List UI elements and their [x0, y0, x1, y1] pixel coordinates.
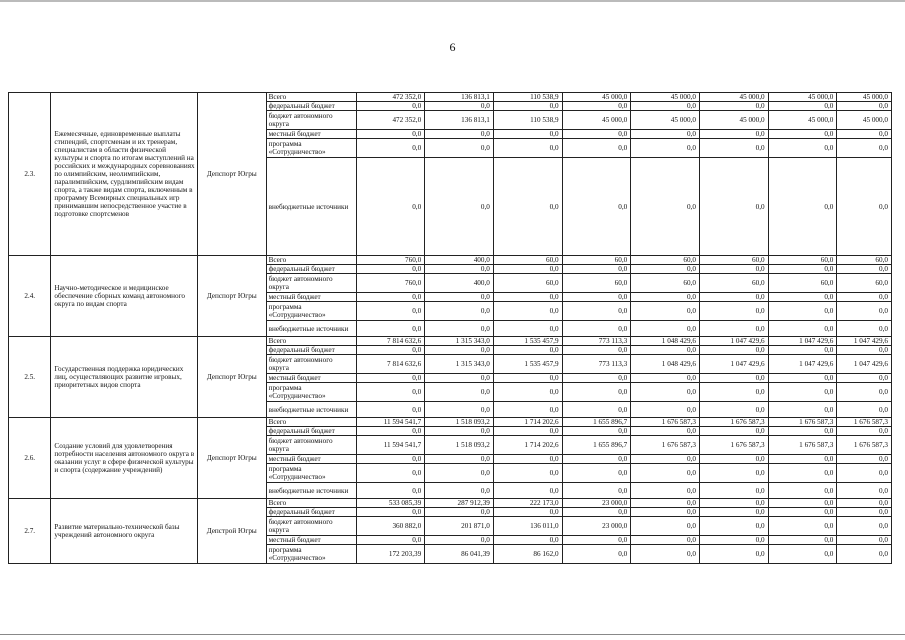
amount-cell: 0,0: [493, 102, 562, 111]
funding-source-label: бюджет автономного округа: [266, 517, 356, 536]
amount-cell: 472 352,0: [356, 93, 425, 102]
funding-source-label: местный бюджет: [266, 293, 356, 302]
amount-cell: 0,0: [837, 517, 892, 536]
amount-cell: 0,0: [837, 402, 892, 418]
table-row: [9, 418, 892, 427]
amount-cell: 0,0: [631, 464, 700, 483]
amount-cell: 0,0: [425, 455, 494, 464]
amount-cell: 0,0: [631, 455, 700, 464]
amount-cell: 0,0: [699, 508, 768, 517]
funding-source-label: Всего: [266, 93, 356, 102]
amount-cell: 0,0: [562, 321, 631, 337]
amount-cell: 60,0: [493, 274, 562, 293]
amount-cell: 0,0: [425, 536, 494, 545]
funding-source-label: Всего: [266, 256, 356, 265]
amount-cell: 0,0: [699, 346, 768, 355]
amount-cell: 0,0: [562, 293, 631, 302]
amount-cell: 0,0: [837, 464, 892, 483]
amount-cell: 0,0: [493, 383, 562, 402]
amount-cell: 0,0: [493, 483, 562, 499]
funding-source-label: бюджет автономного округа: [266, 274, 356, 293]
amount-cell: 0,0: [768, 427, 837, 436]
amount-cell: 0,0: [356, 321, 425, 337]
funding-source-label: внебюджетные источники: [266, 321, 356, 337]
top-scan-border: [0, 0, 905, 2]
amount-cell: 0,0: [631, 374, 700, 383]
amount-cell: 0,0: [356, 508, 425, 517]
amount-cell: 0,0: [631, 545, 700, 564]
amount-cell: 0,0: [768, 383, 837, 402]
amount-cell: 0,0: [768, 455, 837, 464]
amount-cell: 0,0: [699, 455, 768, 464]
amount-cell: 0,0: [425, 102, 494, 111]
funding-table: [8, 92, 892, 564]
amount-cell: 0,0: [631, 158, 700, 256]
responsible-executor: Депспорт Югры: [197, 93, 266, 256]
amount-cell: 0,0: [768, 321, 837, 337]
amount-cell: 0,0: [493, 302, 562, 321]
amount-cell: 1 676 587,3: [768, 418, 837, 427]
funding-source-label: бюджет автономного округа: [266, 355, 356, 374]
funding-source-label: внебюджетные источники: [266, 158, 356, 256]
responsible-executor: Депспорт Югры: [197, 418, 266, 499]
amount-cell: 0,0: [699, 321, 768, 337]
amount-cell: 1 535 457,9: [493, 355, 562, 374]
amount-cell: 0,0: [562, 508, 631, 517]
amount-cell: 0,0: [837, 346, 892, 355]
amount-cell: 1 676 587,3: [699, 418, 768, 427]
amount-cell: 0,0: [425, 321, 494, 337]
amount-cell: 0,0: [493, 455, 562, 464]
amount-cell: 0,0: [768, 346, 837, 355]
amount-cell: 45 000,0: [699, 93, 768, 102]
amount-cell: 0,0: [699, 302, 768, 321]
amount-cell: 86 041,39: [425, 545, 494, 564]
amount-cell: 0,0: [493, 402, 562, 418]
section-title: Развитие материально-технической базы учреждений автономного округа: [51, 499, 197, 564]
funding-source-label: федеральный бюджет: [266, 427, 356, 436]
amount-cell: 0,0: [837, 293, 892, 302]
amount-cell: 60,0: [562, 256, 631, 265]
amount-cell: 0,0: [562, 158, 631, 256]
amount-cell: 1 047 429,6: [837, 337, 892, 346]
amount-cell: 0,0: [493, 464, 562, 483]
amount-cell: 1 047 429,6: [837, 355, 892, 374]
funding-source-label: программа «Сотрудничество»: [266, 464, 356, 483]
amount-cell: 0,0: [562, 536, 631, 545]
amount-cell: 0,0: [493, 139, 562, 158]
amount-cell: 0,0: [631, 383, 700, 402]
amount-cell: 0,0: [768, 130, 837, 139]
amount-cell: 0,0: [837, 158, 892, 256]
amount-cell: 0,0: [562, 346, 631, 355]
amount-cell: 360 882,0: [356, 517, 425, 536]
amount-cell: 1 048 429,6: [631, 355, 700, 374]
amount-cell: 1 714 202,6: [493, 418, 562, 427]
funding-source-label: федеральный бюджет: [266, 346, 356, 355]
amount-cell: 0,0: [837, 302, 892, 321]
amount-cell: 0,0: [356, 302, 425, 321]
amount-cell: 0,0: [493, 293, 562, 302]
amount-cell: 60,0: [837, 274, 892, 293]
amount-cell: 0,0: [356, 346, 425, 355]
amount-cell: 0,0: [837, 483, 892, 499]
amount-cell: 0,0: [699, 517, 768, 536]
amount-cell: 136 813,1: [425, 93, 494, 102]
amount-cell: 0,0: [562, 427, 631, 436]
amount-cell: 1 676 587,3: [768, 436, 837, 455]
funding-source-label: местный бюджет: [266, 455, 356, 464]
amount-cell: 0,0: [631, 139, 700, 158]
amount-cell: 0,0: [631, 265, 700, 274]
amount-cell: 0,0: [356, 293, 425, 302]
amount-cell: 0,0: [768, 464, 837, 483]
funding-source-label: федеральный бюджет: [266, 102, 356, 111]
amount-cell: 60,0: [837, 256, 892, 265]
amount-cell: 0,0: [768, 508, 837, 517]
funding-source-label: Всего: [266, 499, 356, 508]
amount-cell: 1 047 429,6: [699, 337, 768, 346]
amount-cell: 0,0: [493, 508, 562, 517]
amount-cell: 136 813,1: [425, 111, 494, 130]
amount-cell: 0,0: [356, 374, 425, 383]
amount-cell: 0,0: [699, 293, 768, 302]
amount-cell: 0,0: [631, 302, 700, 321]
amount-cell: 0,0: [493, 374, 562, 383]
amount-cell: 11 594 541,7: [356, 418, 425, 427]
amount-cell: 1 047 429,6: [699, 355, 768, 374]
amount-cell: 0,0: [356, 139, 425, 158]
section-number: 2.6.: [9, 418, 51, 499]
amount-cell: 0,0: [768, 536, 837, 545]
amount-cell: 0,0: [768, 545, 837, 564]
amount-cell: 1 518 093,2: [425, 418, 494, 427]
amount-cell: 0,0: [768, 102, 837, 111]
amount-cell: 0,0: [699, 102, 768, 111]
amount-cell: 0,0: [425, 346, 494, 355]
amount-cell: 0,0: [837, 321, 892, 337]
amount-cell: 0,0: [699, 265, 768, 274]
section-number: 2.5.: [9, 337, 51, 418]
funding-source-label: программа «Сотрудничество»: [266, 545, 356, 564]
amount-cell: 110 538,9: [493, 111, 562, 130]
amount-cell: 0,0: [562, 464, 631, 483]
amount-cell: 45 000,0: [837, 111, 892, 130]
amount-cell: 0,0: [356, 402, 425, 418]
amount-cell: 0,0: [562, 130, 631, 139]
amount-cell: 1 048 429,6: [631, 337, 700, 346]
amount-cell: 23 000,0: [562, 499, 631, 508]
section-title: Государственная поддержка юридических лиц, осуществляющих развитие игровых, приоритетных видов спорта: [51, 337, 197, 418]
amount-cell: 0,0: [768, 265, 837, 274]
amount-cell: 1 518 093,2: [425, 436, 494, 455]
amount-cell: 1 676 587,3: [699, 436, 768, 455]
amount-cell: 0,0: [425, 139, 494, 158]
amount-cell: 60,0: [768, 256, 837, 265]
responsible-executor: Депстрой Югры: [197, 499, 266, 564]
amount-cell: 0,0: [631, 321, 700, 337]
amount-cell: 0,0: [768, 302, 837, 321]
amount-cell: 136 011,0: [493, 517, 562, 536]
amount-cell: 0,0: [699, 383, 768, 402]
amount-cell: 0,0: [768, 402, 837, 418]
section-number: 2.3.: [9, 93, 51, 256]
amount-cell: 60,0: [631, 274, 700, 293]
amount-cell: 0,0: [699, 464, 768, 483]
funding-source-label: бюджет автономного округа: [266, 436, 356, 455]
amount-cell: 0,0: [493, 158, 562, 256]
amount-cell: 45 000,0: [562, 111, 631, 130]
amount-cell: 0,0: [699, 139, 768, 158]
amount-cell: 45 000,0: [562, 93, 631, 102]
amount-cell: 0,0: [425, 402, 494, 418]
amount-cell: 0,0: [631, 130, 700, 139]
funding-source-label: программа «Сотрудничество»: [266, 302, 356, 321]
amount-cell: 0,0: [425, 508, 494, 517]
amount-cell: 0,0: [493, 265, 562, 274]
amount-cell: 0,0: [493, 321, 562, 337]
amount-cell: 533 085,39: [356, 499, 425, 508]
amount-cell: 0,0: [631, 517, 700, 536]
amount-cell: 0,0: [562, 545, 631, 564]
amount-cell: 7 814 632,6: [356, 337, 425, 346]
funding-source-label: Всего: [266, 337, 356, 346]
amount-cell: 0,0: [837, 383, 892, 402]
amount-cell: 60,0: [493, 256, 562, 265]
amount-cell: 0,0: [837, 508, 892, 517]
amount-cell: 222 173,0: [493, 499, 562, 508]
amount-cell: 0,0: [837, 499, 892, 508]
amount-cell: 0,0: [425, 374, 494, 383]
amount-cell: 0,0: [425, 158, 494, 256]
amount-cell: 0,0: [356, 483, 425, 499]
amount-cell: 0,0: [768, 483, 837, 499]
amount-cell: 11 594 541,7: [356, 436, 425, 455]
table-row: [9, 256, 892, 265]
funding-source-label: федеральный бюджет: [266, 265, 356, 274]
amount-cell: 0,0: [768, 139, 837, 158]
amount-cell: 0,0: [837, 139, 892, 158]
amount-cell: 0,0: [699, 545, 768, 564]
amount-cell: 0,0: [562, 383, 631, 402]
amount-cell: 60,0: [699, 256, 768, 265]
amount-cell: 7 814 632,6: [356, 355, 425, 374]
section-number: 2.7.: [9, 499, 51, 564]
amount-cell: 172 203,39: [356, 545, 425, 564]
amount-cell: 0,0: [768, 293, 837, 302]
amount-cell: 0,0: [562, 139, 631, 158]
amount-cell: 0,0: [493, 346, 562, 355]
amount-cell: 0,0: [699, 402, 768, 418]
amount-cell: 0,0: [425, 383, 494, 402]
funding-source-label: местный бюджет: [266, 536, 356, 545]
amount-cell: 110 538,9: [493, 93, 562, 102]
funding-source-label: программа «Сотрудничество»: [266, 383, 356, 402]
amount-cell: 0,0: [425, 302, 494, 321]
amount-cell: 773 113,3: [562, 355, 631, 374]
responsible-executor: Депспорт Югры: [197, 256, 266, 337]
amount-cell: 0,0: [356, 130, 425, 139]
amount-cell: 0,0: [768, 374, 837, 383]
amount-cell: 0,0: [562, 483, 631, 499]
amount-cell: 60,0: [768, 274, 837, 293]
amount-cell: 0,0: [631, 508, 700, 517]
amount-cell: 0,0: [631, 402, 700, 418]
amount-cell: 0,0: [699, 130, 768, 139]
amount-cell: 0,0: [562, 374, 631, 383]
amount-cell: 45 000,0: [768, 111, 837, 130]
amount-cell: 0,0: [699, 499, 768, 508]
funding-source-label: Всего: [266, 418, 356, 427]
amount-cell: 1 676 587,3: [631, 418, 700, 427]
amount-cell: 0,0: [837, 374, 892, 383]
bottom-scan-border: [0, 634, 905, 635]
amount-cell: 201 871,0: [425, 517, 494, 536]
amount-cell: 773 113,3: [562, 337, 631, 346]
amount-cell: 0,0: [768, 158, 837, 256]
amount-cell: 0,0: [768, 517, 837, 536]
amount-cell: 86 162,0: [493, 545, 562, 564]
funding-source-label: федеральный бюджет: [266, 508, 356, 517]
amount-cell: 0,0: [425, 427, 494, 436]
amount-cell: 45 000,0: [699, 111, 768, 130]
amount-cell: 0,0: [493, 130, 562, 139]
amount-cell: 0,0: [699, 427, 768, 436]
amount-cell: 0,0: [699, 536, 768, 545]
amount-cell: 0,0: [837, 545, 892, 564]
amount-cell: 400,0: [425, 256, 494, 265]
amount-cell: 0,0: [837, 427, 892, 436]
funding-source-label: внебюджетные источники: [266, 483, 356, 499]
section-number: 2.4.: [9, 256, 51, 337]
responsible-executor: Депспорт Югры: [197, 337, 266, 418]
amount-cell: 0,0: [699, 158, 768, 256]
amount-cell: 0,0: [631, 483, 700, 499]
amount-cell: 1 676 587,3: [837, 436, 892, 455]
amount-cell: 0,0: [631, 427, 700, 436]
amount-cell: 0,0: [425, 293, 494, 302]
amount-cell: 1 535 457,9: [493, 337, 562, 346]
amount-cell: 0,0: [425, 483, 494, 499]
amount-cell: 0,0: [562, 302, 631, 321]
amount-cell: 472 352,0: [356, 111, 425, 130]
amount-cell: 0,0: [356, 158, 425, 256]
amount-cell: 60,0: [699, 274, 768, 293]
amount-cell: 0,0: [631, 102, 700, 111]
amount-cell: 0,0: [562, 265, 631, 274]
page-number: 6: [449, 40, 456, 54]
funding-source-label: бюджет автономного округа: [266, 111, 356, 130]
amount-cell: 760,0: [356, 256, 425, 265]
amount-cell: 1 676 587,3: [837, 418, 892, 427]
amount-cell: 0,0: [699, 483, 768, 499]
amount-cell: 45 000,0: [837, 93, 892, 102]
section-title: Создание условий для удовлетворения потребности населения автономного округа в оказании услуг в сфере физической культуры и спорта (содержание учреждений): [51, 418, 197, 499]
amount-cell: 1 655 896,7: [562, 436, 631, 455]
funding-source-label: внебюджетные источники: [266, 402, 356, 418]
amount-cell: 45 000,0: [631, 111, 700, 130]
amount-cell: 0,0: [699, 374, 768, 383]
amount-cell: 0,0: [425, 464, 494, 483]
amount-cell: 0,0: [356, 427, 425, 436]
amount-cell: 400,0: [425, 274, 494, 293]
section-title: Научно-методическое и медицинское обеспечение сборных команд автономного округа по видам спорта: [51, 256, 197, 337]
amount-cell: 1 676 587,3: [631, 436, 700, 455]
amount-cell: 0,0: [356, 464, 425, 483]
amount-cell: 45 000,0: [631, 93, 700, 102]
amount-cell: 0,0: [562, 102, 631, 111]
amount-cell: 0,0: [631, 499, 700, 508]
amount-cell: 0,0: [356, 536, 425, 545]
amount-cell: 1 714 202,6: [493, 436, 562, 455]
funding-source-label: программа «Сотрудничество»: [266, 139, 356, 158]
amount-cell: 0,0: [562, 402, 631, 418]
amount-cell: 0,0: [837, 455, 892, 464]
funding-source-label: местный бюджет: [266, 374, 356, 383]
amount-cell: 1 315 343,0: [425, 355, 494, 374]
table-row: [9, 337, 892, 346]
amount-cell: 45 000,0: [768, 93, 837, 102]
table-row: [9, 93, 892, 102]
amount-cell: 23 000,0: [562, 517, 631, 536]
amount-cell: 0,0: [493, 427, 562, 436]
amount-cell: 1 047 429,6: [768, 355, 837, 374]
amount-cell: 0,0: [631, 293, 700, 302]
amount-cell: 0,0: [837, 102, 892, 111]
amount-cell: 60,0: [631, 256, 700, 265]
amount-cell: 0,0: [768, 499, 837, 508]
amount-cell: 0,0: [631, 346, 700, 355]
amount-cell: 0,0: [631, 536, 700, 545]
amount-cell: 0,0: [562, 455, 631, 464]
amount-cell: 1 047 429,6: [768, 337, 837, 346]
amount-cell: 0,0: [425, 130, 494, 139]
amount-cell: 60,0: [562, 274, 631, 293]
amount-cell: 0,0: [356, 455, 425, 464]
amount-cell: 1 315 343,0: [425, 337, 494, 346]
amount-cell: 0,0: [837, 536, 892, 545]
amount-cell: 0,0: [837, 265, 892, 274]
table-row: [9, 499, 892, 508]
amount-cell: 0,0: [356, 102, 425, 111]
section-title: Ежемесячные, единовременные выплаты стипендий, спортсменам и их тренерам, специалистам в области физической культуры и спорта по итогам выступлений на российских и международных соревнованиях по олимпийским, неолимпийским, паралимпийским, сурдлимпийским видам спорта, а также видам спорта, включенным в программу Всемирных специальных игр принимавшим непосредственное участие в подготовке спортсменов: [51, 93, 197, 256]
amount-cell: 1 655 896,7: [562, 418, 631, 427]
amount-cell: 0,0: [425, 265, 494, 274]
amount-cell: 0,0: [837, 130, 892, 139]
funding-source-label: местный бюджет: [266, 130, 356, 139]
amount-cell: 0,0: [356, 383, 425, 402]
amount-cell: 0,0: [493, 536, 562, 545]
amount-cell: 760,0: [356, 274, 425, 293]
amount-cell: 0,0: [356, 265, 425, 274]
amount-cell: 287 912,39: [425, 499, 494, 508]
